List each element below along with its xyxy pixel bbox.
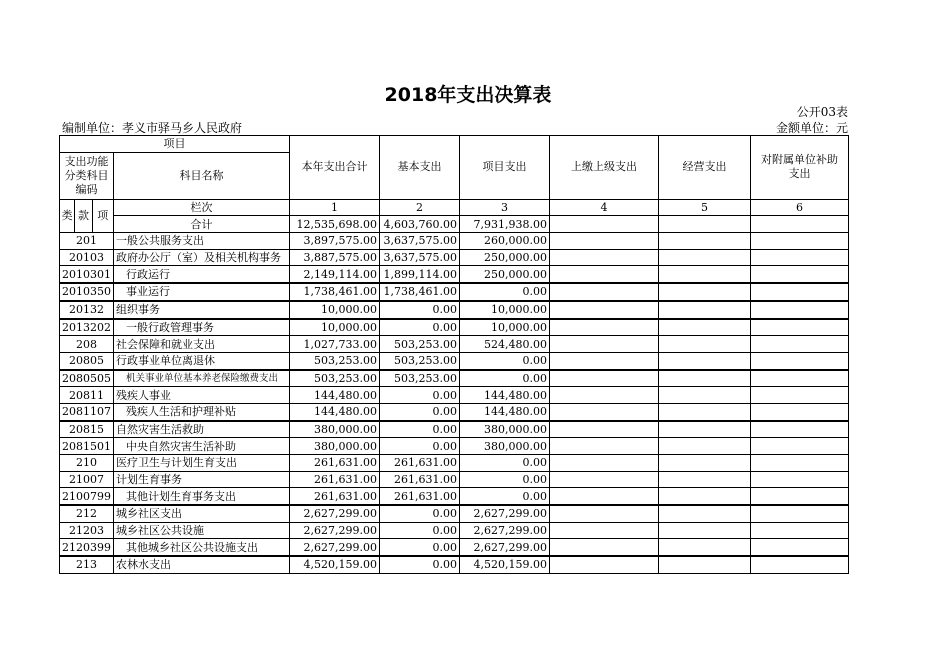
row-code: 20132: [60, 301, 114, 319]
row-business: [659, 522, 751, 539]
row-basic: 261,631.00: [380, 471, 460, 488]
row-subsidy: [751, 505, 849, 522]
table-row: [60, 336, 849, 353]
row-business: [659, 266, 751, 283]
table-row: [60, 471, 849, 488]
row-name: 医疗卫生与计划生育支出: [114, 455, 290, 472]
row-total: 4,520,159.00: [290, 556, 380, 573]
reporting-unit: 编制单位：孝义市驿马乡人民政府: [62, 121, 243, 135]
row-project: 2,627,299.00: [460, 539, 550, 556]
row-upper: [550, 319, 659, 336]
row-upper: [550, 421, 659, 438]
row-name: 一般公共服务支出: [114, 233, 290, 250]
total-amount: 12,535,698.00: [290, 216, 380, 233]
table-row: [60, 249, 849, 266]
row-subsidy: [751, 556, 849, 573]
row-code: 201: [60, 233, 114, 250]
row-subsidy: [751, 488, 849, 505]
row-business: [659, 301, 751, 319]
header-basic: 基本支出: [380, 136, 460, 200]
header-lei: 类: [60, 199, 75, 232]
row-code: 2080505: [60, 370, 114, 387]
row-name: 机关事业单位基本养老保险缴费支出: [114, 370, 290, 387]
table-row: [60, 488, 849, 505]
row-business: [659, 352, 751, 369]
col-num-3: 3: [460, 199, 550, 216]
row-basic: 0.00: [380, 505, 460, 522]
row-basic: 0.00: [380, 319, 460, 336]
table-row: [60, 539, 849, 556]
row-project: 0.00: [460, 283, 550, 301]
row-code: 2120399: [60, 539, 114, 556]
row-subsidy: [751, 438, 849, 455]
row-project: 0.00: [460, 471, 550, 488]
header-func-code: 支出功能分类科目编码: [60, 152, 114, 199]
row-upper: [550, 505, 659, 522]
table-row: [60, 403, 849, 420]
row-name: 城乡社区支出: [114, 505, 290, 522]
row-total: 144,480.00: [290, 403, 380, 420]
row-business: [659, 370, 751, 387]
col-num-6: 6: [751, 199, 849, 216]
row-total: 503,253.00: [290, 370, 380, 387]
row-basic: 0.00: [380, 556, 460, 573]
row-basic: 503,253.00: [380, 370, 460, 387]
row-business: [659, 403, 751, 420]
row-business: [659, 471, 751, 488]
row-business: [659, 556, 751, 573]
table-row: [60, 283, 849, 301]
row-subsidy: [751, 522, 849, 539]
row-upper: [550, 556, 659, 573]
row-total: 261,631.00: [290, 488, 380, 505]
row-business: [659, 336, 751, 353]
row-total: 3,897,575.00: [290, 233, 380, 250]
row-upper: [550, 488, 659, 505]
row-upper: [550, 283, 659, 301]
row-subsidy: [751, 319, 849, 336]
row-name: 其他计划生育事务支出: [114, 488, 290, 505]
row-basic: 261,631.00: [380, 455, 460, 472]
row-total: 2,627,299.00: [290, 505, 380, 522]
row-total: 380,000.00: [290, 438, 380, 455]
row-total: 3,887,575.00: [290, 249, 380, 266]
row-code: 20811: [60, 387, 114, 404]
row-name: 中央自然灾害生活补助: [114, 438, 290, 455]
table-row: [60, 233, 849, 250]
row-basic: 3,637,575.00: [380, 233, 460, 250]
row-name: 农林水支出: [114, 556, 290, 573]
row-business: [659, 283, 751, 301]
header-subsidy: 对附属单位补助支出: [751, 136, 849, 200]
row-project: 2,627,299.00: [460, 522, 550, 539]
row-total: 503,253.00: [290, 352, 380, 369]
table-row: [60, 421, 849, 438]
row-business: [659, 539, 751, 556]
row-business: [659, 387, 751, 404]
row-project: 2,627,299.00: [460, 505, 550, 522]
row-basic: 261,631.00: [380, 488, 460, 505]
row-total: 2,627,299.00: [290, 539, 380, 556]
table-row: [60, 266, 849, 283]
row-business: [659, 505, 751, 522]
row-name: 政府办公厅（室）及相关机构事务: [114, 249, 290, 266]
row-project: 0.00: [460, 455, 550, 472]
expenditure-table: [59, 135, 849, 574]
row-code: 20815: [60, 421, 114, 438]
row-total: 10,000.00: [290, 319, 380, 336]
row-business: [659, 488, 751, 505]
col-num-5: 5: [659, 199, 751, 216]
total-project: 7,931,938.00: [460, 216, 550, 233]
row-project: 250,000.00: [460, 249, 550, 266]
row-name: 行政事业单位离退休: [114, 352, 290, 369]
header-business: 经营支出: [659, 136, 751, 200]
table-row: [60, 556, 849, 573]
row-basic: 0.00: [380, 301, 460, 319]
row-basic: 0.00: [380, 421, 460, 438]
row-code: 213: [60, 556, 114, 573]
row-subsidy: [751, 233, 849, 250]
row-basic: 0.00: [380, 539, 460, 556]
row-subsidy: [751, 352, 849, 369]
row-basic: 0.00: [380, 403, 460, 420]
row-basic: 1,899,114.00: [380, 266, 460, 283]
table-row: [60, 352, 849, 369]
row-basic: 0.00: [380, 387, 460, 404]
row-subsidy: [751, 301, 849, 319]
row-business: [659, 249, 751, 266]
row-subsidy: [751, 370, 849, 387]
row-name: 计划生育事务: [114, 471, 290, 488]
row-subsidy: [751, 471, 849, 488]
table-row: [60, 370, 849, 387]
row-upper: [550, 522, 659, 539]
header-project: 项目: [60, 136, 290, 153]
total-basic: 4,603,760.00: [380, 216, 460, 233]
row-subsidy: [751, 403, 849, 420]
row-code: 21007: [60, 471, 114, 488]
row-subsidy: [751, 455, 849, 472]
row-total: 144,480.00: [290, 387, 380, 404]
row-total: 2,149,114.00: [290, 266, 380, 283]
row-basic: 3,637,575.00: [380, 249, 460, 266]
table-row: [60, 319, 849, 336]
row-upper: [550, 336, 659, 353]
row-upper: [550, 539, 659, 556]
row-total: 10,000.00: [290, 301, 380, 319]
row-code: 21203: [60, 522, 114, 539]
row-code: 2081501: [60, 438, 114, 455]
total-label: 合计: [114, 216, 290, 233]
row-basic: 0.00: [380, 438, 460, 455]
header-lanci: 栏次: [114, 199, 290, 216]
row-name: 城乡社区公共设施: [114, 522, 290, 539]
page-title: 2018年支出决算表: [384, 84, 552, 106]
row-basic: 503,253.00: [380, 352, 460, 369]
row-project: 10,000.00: [460, 319, 550, 336]
row-code: 2081107: [60, 403, 114, 420]
header-kuan: 款: [75, 199, 92, 232]
row-code: 2100799: [60, 488, 114, 505]
row-project: 380,000.00: [460, 421, 550, 438]
row-total: 2,627,299.00: [290, 522, 380, 539]
row-project: 0.00: [460, 488, 550, 505]
row-business: [659, 233, 751, 250]
row-business: [659, 421, 751, 438]
row-name: 事业运行: [114, 283, 290, 301]
header-upper: 上缴上级支出: [550, 136, 659, 200]
row-upper: [550, 403, 659, 420]
row-project: 4,520,159.00: [460, 556, 550, 573]
amount-unit: 金额单位：元: [775, 121, 848, 135]
row-project: 0.00: [460, 370, 550, 387]
table-row: [60, 455, 849, 472]
table-row: [60, 387, 849, 404]
row-project: 10,000.00: [460, 301, 550, 319]
row-upper: [550, 301, 659, 319]
row-upper: [550, 352, 659, 369]
header-total: 本年支出合计: [290, 136, 380, 200]
table-row: [60, 522, 849, 539]
row-business: [659, 319, 751, 336]
row-code: 2013202: [60, 319, 114, 336]
row-basic: 503,253.00: [380, 336, 460, 353]
row-code: 2010350: [60, 283, 114, 301]
row-project: 260,000.00: [460, 233, 550, 250]
total-upper: [550, 216, 659, 233]
row-subsidy: [751, 283, 849, 301]
row-subsidy: [751, 249, 849, 266]
row-project: 144,480.00: [460, 403, 550, 420]
total-subsidy: [751, 216, 849, 233]
row-subsidy: [751, 539, 849, 556]
row-subsidy: [751, 421, 849, 438]
row-total: 1,027,733.00: [290, 336, 380, 353]
row-name: 其他城乡社区公共设施支出: [114, 539, 290, 556]
row-upper: [550, 233, 659, 250]
row-code: 212: [60, 505, 114, 522]
row-name: 残疾人生活和护理补贴: [114, 403, 290, 420]
row-project: 524,480.00: [460, 336, 550, 353]
row-upper: [550, 266, 659, 283]
table-row: [60, 505, 849, 522]
col-num-1: 1: [290, 199, 380, 216]
row-upper: [550, 387, 659, 404]
row-total: 1,738,461.00: [290, 283, 380, 301]
row-total: 380,000.00: [290, 421, 380, 438]
row-name: 行政运行: [114, 266, 290, 283]
form-number: 公开03表: [796, 105, 848, 119]
header-subject-name: 科目名称: [114, 152, 290, 199]
row-code: 2010301: [60, 266, 114, 283]
row-code: 20805: [60, 352, 114, 369]
col-num-4: 4: [550, 199, 659, 216]
row-name: 组织事务: [114, 301, 290, 319]
row-total: 261,631.00: [290, 455, 380, 472]
row-upper: [550, 438, 659, 455]
row-business: [659, 438, 751, 455]
row-code: 208: [60, 336, 114, 353]
header-project-exp: 项目支出: [460, 136, 550, 200]
row-project: 144,480.00: [460, 387, 550, 404]
total-business: [659, 216, 751, 233]
row-name: 残疾人事业: [114, 387, 290, 404]
row-code: 20103: [60, 249, 114, 266]
header-xiang: 项: [92, 199, 113, 232]
row-business: [659, 455, 751, 472]
row-project: 380,000.00: [460, 438, 550, 455]
row-upper: [550, 471, 659, 488]
table-row: [60, 438, 849, 455]
row-upper: [550, 249, 659, 266]
row-subsidy: [751, 387, 849, 404]
row-basic: 0.00: [380, 522, 460, 539]
row-project: 0.00: [460, 352, 550, 369]
col-num-2: 2: [380, 199, 460, 216]
row-subsidy: [751, 336, 849, 353]
row-name: 自然灾害生活救助: [114, 421, 290, 438]
row-basic: 1,738,461.00: [380, 283, 460, 301]
row-name: 一般行政管理事务: [114, 319, 290, 336]
row-subsidy: [751, 266, 849, 283]
row-upper: [550, 370, 659, 387]
row-total: 261,631.00: [290, 471, 380, 488]
row-name: 社会保障和就业支出: [114, 336, 290, 353]
table-row: [60, 301, 849, 319]
row-project: 250,000.00: [460, 266, 550, 283]
row-code: 210: [60, 455, 114, 472]
row-upper: [550, 455, 659, 472]
